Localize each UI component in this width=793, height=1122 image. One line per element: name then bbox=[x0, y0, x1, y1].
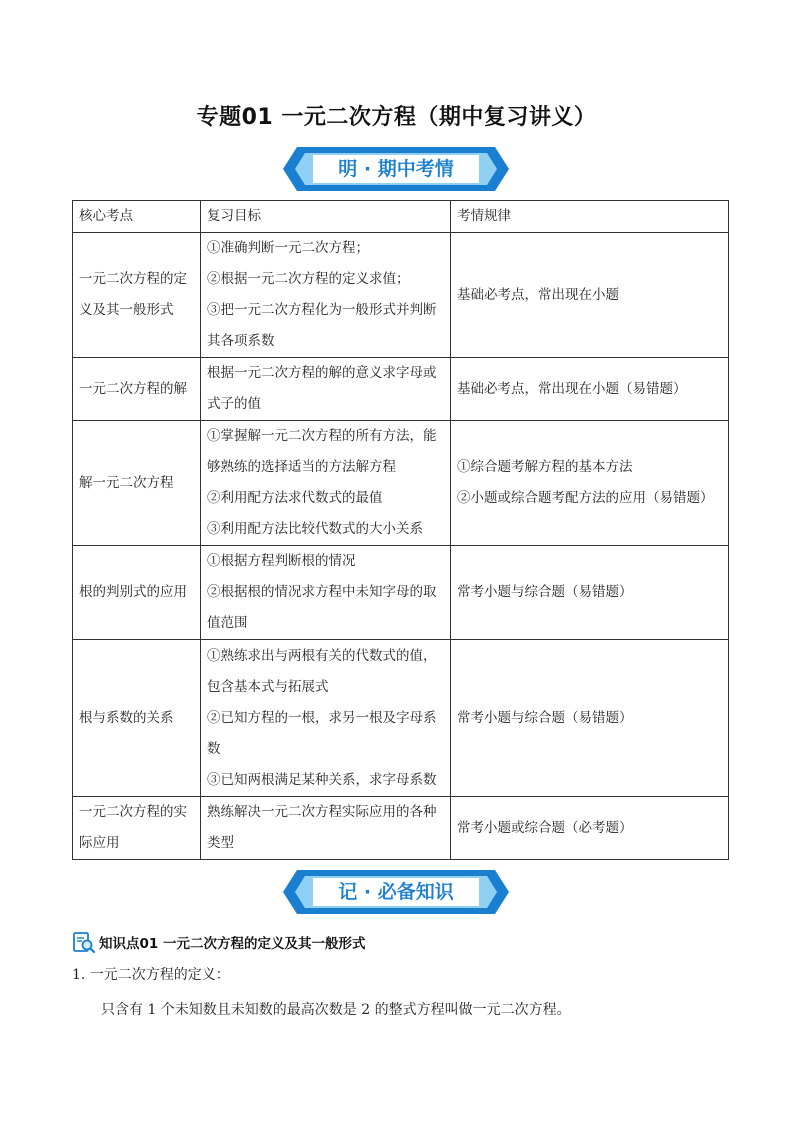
review-goal-cell bbox=[201, 233, 451, 358]
definition-item-title: 1. 一元二次方程的定义： bbox=[72, 967, 230, 983]
exam-pattern-cell bbox=[451, 640, 729, 797]
definition-text: 只含有 1 个未知数且未知数的最高次数是 2 的整式方程叫做一元二次方程。 bbox=[101, 1002, 571, 1018]
goal-line: ③利用配方法比较代数式的大小关系 bbox=[207, 521, 423, 537]
goal-line: ①根据方程判断根的情况 bbox=[207, 553, 356, 569]
core-point-cell: 解一元二次方程 bbox=[73, 421, 201, 546]
knowledge-point-title: 知识点01 一元二次方程的定义及其一般形式 bbox=[99, 936, 366, 952]
pattern-line: 常考小题与综合题（易错题） bbox=[457, 584, 633, 600]
core-point-cell: 根与系数的关系 bbox=[73, 640, 201, 797]
table-row bbox=[73, 233, 729, 358]
banner-label: 明 · 期中考情 bbox=[338, 158, 454, 180]
review-goal-cell bbox=[201, 546, 451, 640]
pattern-line: ②小题或综合题考配方法的应用（易错题） bbox=[457, 490, 714, 506]
goal-line: ②已知方程的一根，求另一根及字母系数 bbox=[207, 709, 437, 757]
review-goal-cell bbox=[201, 640, 451, 797]
header-exam-pattern: 考情规律 bbox=[451, 201, 729, 233]
header-core-point: 核心考点 bbox=[73, 201, 201, 233]
review-goal-cell bbox=[201, 797, 451, 860]
exam-pattern-cell bbox=[451, 421, 729, 546]
review-goal-cell bbox=[201, 421, 451, 546]
core-point-cell: 一元二次方程的解 bbox=[73, 358, 201, 421]
exam-pattern-cell bbox=[451, 358, 729, 421]
pattern-line: 常考小题或综合题（必考题） bbox=[457, 819, 633, 836]
core-point-cell: 一元二次方程的实际应用 bbox=[73, 797, 201, 860]
banner-label: 记 · 必备知识 bbox=[338, 881, 454, 903]
table-row bbox=[73, 797, 729, 860]
pattern-line: 常考小题与综合题（易错题） bbox=[457, 709, 633, 726]
magnifier-document-icon bbox=[72, 930, 96, 954]
table-header-row bbox=[73, 201, 729, 233]
table-row bbox=[73, 421, 729, 546]
table-row bbox=[73, 640, 729, 797]
goal-line: ①准确判断一元二次方程； bbox=[207, 240, 369, 256]
exam-pattern-cell bbox=[451, 233, 729, 358]
section-banner-exam bbox=[283, 147, 509, 191]
goal-line: ①掌握解一元二次方程的所有方法，能够熟练的选择适当的方法解方程 bbox=[207, 428, 437, 475]
core-point-cell: 一元二次方程的定义及其一般形式 bbox=[73, 233, 201, 358]
goal-line: ③把一元二次方程化为一般形式并判断其各项系数 bbox=[207, 302, 437, 349]
page-title: 专题01 一元二次方程（期中复习讲义） bbox=[196, 105, 597, 130]
goal-line: ②利用配方法求代数式的最值 bbox=[207, 490, 383, 506]
exam-overview-table bbox=[72, 200, 729, 860]
goal-line: ②根据一元二次方程的定义求值； bbox=[207, 271, 410, 287]
header-review-goal: 复习目标 bbox=[201, 201, 451, 233]
goal-line: ②根据根的情况求方程中未知字母的取值范围 bbox=[207, 584, 437, 631]
goal-line: ①熟练求出与两根有关的代数式的值，包含基本式与拓展式 bbox=[207, 647, 437, 695]
goal-line: 熟练解决一元二次方程实际应用的各种类型 bbox=[207, 804, 437, 851]
pattern-line: 基础必考点，常出现在小题 bbox=[457, 286, 619, 303]
pattern-line: 基础必考点，常出现在小题（易错题） bbox=[457, 380, 687, 397]
exam-pattern-cell bbox=[451, 546, 729, 640]
table-row bbox=[73, 546, 729, 640]
exam-pattern-cell bbox=[451, 797, 729, 860]
section-banner-knowledge bbox=[283, 870, 509, 914]
knowledge-point-heading bbox=[72, 930, 366, 954]
goal-line: ③已知两根满足某种关系，求字母系数 bbox=[207, 771, 437, 788]
review-goal-cell bbox=[201, 358, 451, 421]
pattern-line: ①综合题考解方程的基本方法 bbox=[457, 459, 633, 475]
table-row bbox=[73, 358, 729, 421]
core-point-cell: 根的判别式的应用 bbox=[73, 546, 201, 640]
goal-line: 根据一元二次方程的解的意义求字母或式子的值 bbox=[207, 365, 437, 412]
